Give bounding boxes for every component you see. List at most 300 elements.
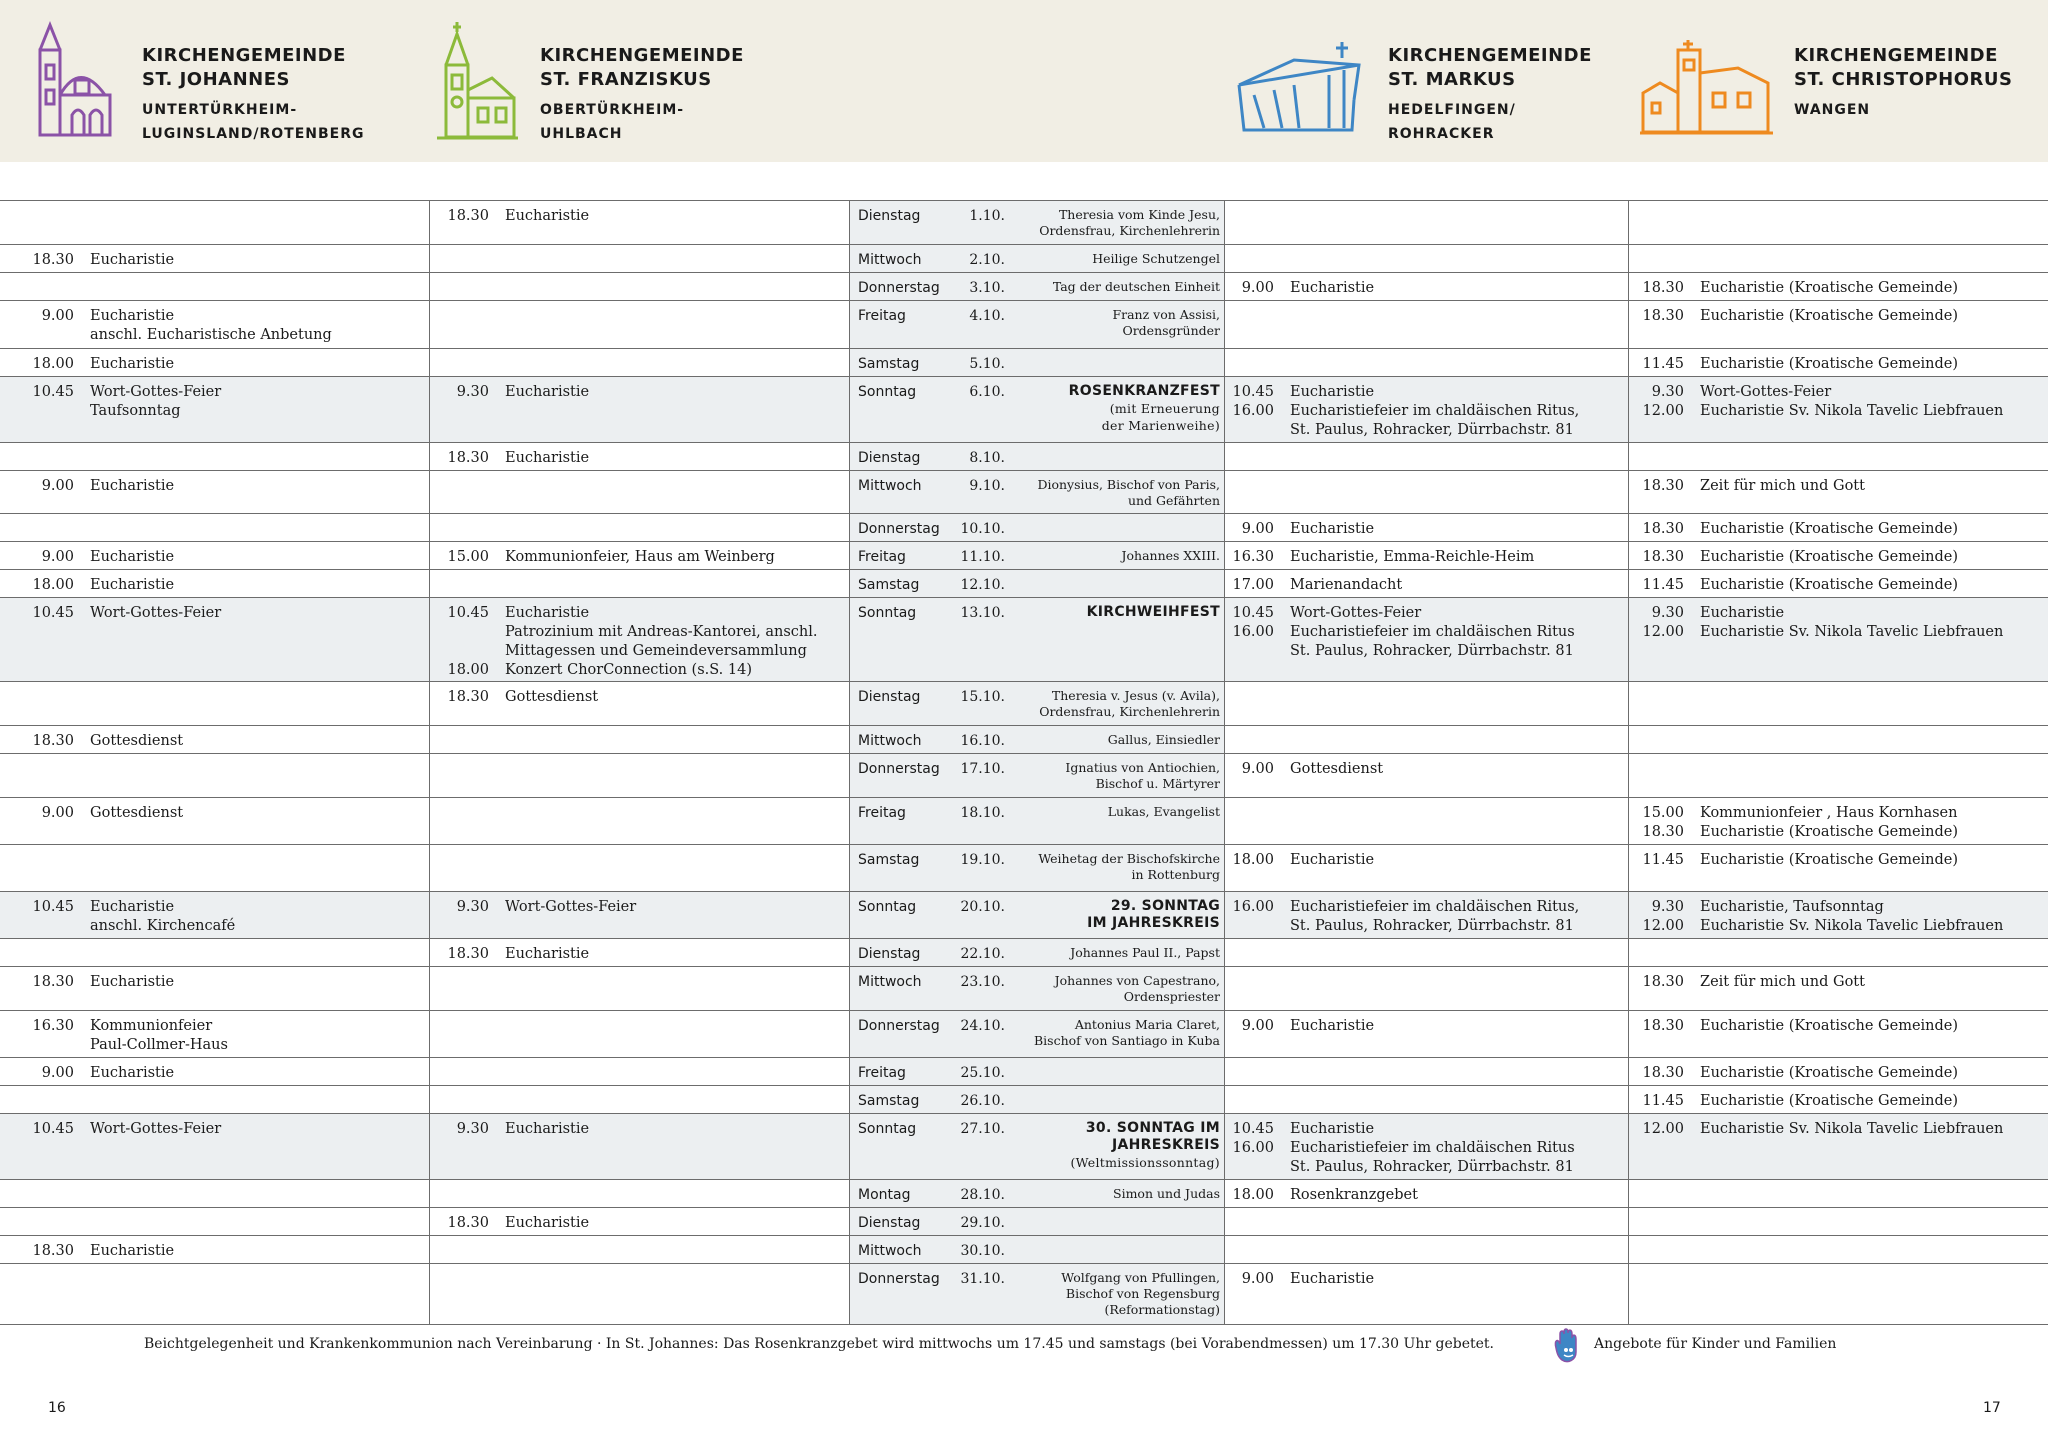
table-cell — [429, 726, 849, 753]
feast-name: ROSENKRANZFEST — [1068, 383, 1220, 399]
table-cell — [1628, 443, 2048, 470]
table-cell — [429, 349, 849, 376]
event-description: Rosenkranzgebet — [1290, 1187, 1418, 1203]
event-time: 16.00 — [1232, 899, 1274, 915]
event-description: Eucharistie — [90, 252, 175, 268]
weekday: Samstag — [858, 577, 920, 593]
event-description: Kommunionfeier, Haus am Weinberg — [505, 549, 775, 565]
feast-name: KIRCHWEIHFEST — [1086, 604, 1220, 620]
table-cell — [1224, 443, 1628, 470]
date: 18.10. — [960, 805, 1005, 821]
event-time: 9.00 — [1241, 1018, 1274, 1034]
table-cell — [1224, 754, 1628, 797]
date: 27.10. — [960, 1121, 1005, 1137]
parish-district: UHLBACH — [540, 126, 623, 142]
date: 28.10. — [960, 1187, 1005, 1203]
event-time: 9.00 — [41, 549, 74, 565]
table-row — [0, 244, 2048, 272]
feast-name: Ignatius von Antiochien, Bischof u. Märtyrer — [1065, 760, 1220, 791]
feast-day — [1113, 1186, 1220, 1202]
feast-day — [1108, 804, 1220, 820]
feast-name: 29. SONNTAG IM JAHRESKREIS — [1087, 898, 1220, 931]
table-cell — [429, 892, 849, 938]
event-time: 18.30 — [1642, 1018, 1684, 1034]
event-time: 9.30 — [456, 899, 489, 915]
table-cell — [1628, 1208, 2048, 1235]
parish-district: WANGEN — [1794, 102, 1871, 118]
feast-name: Heilige Schutzengel — [1092, 251, 1220, 266]
feast-day — [1069, 383, 1220, 434]
feast-day — [1121, 548, 1220, 564]
table-cell — [0, 201, 429, 244]
weekday: Mittwoch — [858, 478, 922, 494]
table-cell — [429, 514, 849, 541]
table-cell — [1224, 301, 1628, 348]
weekday: Freitag — [858, 308, 906, 324]
table-cell — [0, 443, 429, 470]
table-row — [0, 1235, 2048, 1263]
parish-label: KIRCHENGEMEINDE — [1794, 45, 1998, 66]
table-cell — [1224, 1208, 1628, 1235]
church-icon — [432, 20, 522, 145]
weekday: Samstag — [858, 852, 920, 868]
weekday: Samstag — [858, 1093, 920, 1109]
parish-label: KIRCHENGEMEINDE — [1388, 45, 1592, 66]
table-cell — [429, 273, 849, 300]
event-description: Eucharistie Sv. Nikola Tavelic Liebfrauen — [1700, 1121, 2004, 1137]
feast-name: Dionysius, Bischof von Paris, und Gefährten — [1037, 477, 1220, 508]
event-time: 18.30 — [32, 1243, 74, 1259]
event-description: Eucharistie — [90, 577, 175, 593]
event-time: 18.30 — [32, 733, 74, 749]
table-row — [0, 938, 2048, 966]
table-cell — [0, 1180, 429, 1207]
date: 30.10. — [960, 1243, 1005, 1259]
table-cell — [429, 377, 849, 442]
event-time: 15.00 — [447, 549, 489, 565]
date: 13.10. — [960, 605, 1005, 621]
table-cell — [0, 514, 429, 541]
event-time: 17.00 — [1232, 577, 1274, 593]
table-cell — [429, 798, 849, 844]
feast-name: Franz von Assisi, Ordensgründer — [1112, 307, 1220, 338]
event-description: Wort-Gottes-Feier — [90, 1121, 222, 1137]
event-time: 9.00 — [41, 805, 74, 821]
table-cell — [1224, 798, 1628, 844]
event-time: 18.30 — [32, 974, 74, 990]
feast-day — [1039, 207, 1220, 239]
event-description: Eucharistie — [505, 450, 590, 466]
event-time: 9.30 — [456, 384, 489, 400]
event-description: Eucharistie, Emma-Reichle-Heim — [1290, 549, 1535, 565]
event-time: 9.00 — [41, 308, 74, 324]
table-cell — [1628, 1264, 2048, 1324]
feast-name: Johannes XXIII. — [1121, 548, 1220, 563]
event-time: 9.00 — [1241, 761, 1274, 777]
date: 8.10. — [969, 450, 1005, 466]
table-cell — [429, 967, 849, 1010]
event-time: 18.30 — [447, 208, 489, 224]
feast-day — [1039, 688, 1220, 720]
table-cell — [429, 1208, 849, 1235]
event-description: Gottesdienst — [90, 805, 184, 821]
event-description: Wort-Gottes-Feier Taufsonntag — [90, 384, 222, 419]
parish-name: ST. MARKUS — [1388, 69, 1516, 90]
weekday: Sonntag — [858, 1121, 917, 1137]
table-cell — [1628, 754, 2048, 797]
feast-name: Antonius Maria Claret, Bischof von Santiago in Kuba — [1033, 1017, 1220, 1048]
feast-subtitle: (mit Erneuerung der Marienweihe) — [1101, 401, 1220, 433]
event-description: Eucharistie anschl. Kirchencafé — [90, 899, 236, 934]
table-row — [0, 1010, 2048, 1057]
table-row — [0, 376, 2048, 442]
family-offers-label: Angebote für Kinder und Familien — [1594, 1336, 1837, 1352]
weekday: Sonntag — [858, 605, 917, 621]
event-description: Eucharistie (Kroatische Gemeinde) — [1700, 1018, 1959, 1034]
event-time: 18.00 — [1232, 1187, 1274, 1203]
event-time: 10.45 — [32, 1121, 74, 1137]
table-row — [0, 1179, 2048, 1207]
event-description: Marienandacht — [1290, 577, 1403, 593]
table-row — [0, 470, 2048, 513]
event-description: Eucharistie anschl. Eucharistische Anbetung — [90, 308, 332, 343]
feast-name: Wolfgang von Pfullingen, Bischof von Regensburg (Reformationstag) — [1061, 1270, 1220, 1317]
table-row — [0, 891, 2048, 938]
table-row — [0, 797, 2048, 844]
table-cell — [1628, 1180, 2048, 1207]
table-cell — [1224, 1058, 1628, 1085]
feast-day — [1065, 760, 1220, 792]
parish-label: KIRCHENGEMEINDE — [142, 45, 346, 66]
parish-district: ROHRACKER — [1388, 126, 1495, 142]
table-cell — [0, 845, 429, 891]
event-time: 9.30 12.00 — [1642, 605, 1684, 640]
church-icon — [1234, 40, 1369, 135]
event-time: 18.00 — [1232, 852, 1274, 868]
event-time: 11.45 — [1642, 356, 1684, 372]
table-cell — [0, 273, 429, 300]
table-cell — [1224, 682, 1628, 725]
parish-district: OBERTÜRKHEIM- — [540, 102, 685, 118]
event-description: Eucharistie Eucharistie Sv. Nikola Tavelic Liebfrauen — [1700, 605, 2004, 640]
table-cell — [429, 201, 849, 244]
table-row — [0, 1207, 2048, 1235]
event-description: Eucharistiefeier im chaldäischen Ritus, St. Paulus, Rohracker, Dürrbachstr. 81 — [1290, 899, 1580, 934]
feast-day — [1092, 251, 1220, 267]
event-description: Eucharistie (Kroatische Gemeinde) — [1700, 521, 1959, 537]
table-cell — [429, 754, 849, 797]
weekday: Donnerstag — [858, 280, 940, 296]
event-time: 10.45 — [32, 605, 74, 621]
event-time: 9.30 12.00 — [1642, 899, 1684, 934]
date: 1.10. — [969, 208, 1005, 224]
event-description: Zeit für mich und Gott — [1700, 478, 1865, 494]
feast-name: Lukas, Evangelist — [1107, 804, 1220, 819]
footer-note: Beichtgelegenheit und Krankenkommunion nach Vereinbarung · In St. Johannes: Das Rosenkranzgebet wird mittwochs um 17.45 und samstags (bei Vorabendmessen) um 17.30 Uhr gebetet. — [144, 1336, 1494, 1352]
date: 5.10. — [969, 356, 1005, 372]
weekday: Donnerstag — [858, 1271, 940, 1287]
event-time: 11.45 — [1642, 577, 1684, 593]
table-cell — [429, 301, 849, 348]
feast-name: Weihetag der Bischofskirche in Rottenburg — [1038, 851, 1220, 882]
event-description: Eucharistie — [505, 384, 590, 400]
weekday: Mittwoch — [858, 1243, 922, 1259]
date: 12.10. — [960, 577, 1005, 593]
feast-day — [1070, 945, 1220, 961]
event-time: 10.45 18.00 — [447, 605, 489, 678]
weekday: Dienstag — [858, 450, 921, 466]
feast-day — [1112, 307, 1220, 339]
weekday: Mittwoch — [858, 733, 922, 749]
weekday: Sonntag — [858, 899, 917, 915]
table-cell — [0, 939, 429, 966]
event-description: Wort-Gottes-Feier — [505, 899, 637, 915]
event-description: Eucharistie (Kroatische Gemeinde) — [1700, 308, 1959, 324]
event-description: Eucharistie — [505, 946, 590, 962]
event-time: 18.30 — [447, 689, 489, 705]
table-row — [0, 200, 2048, 244]
event-description: Eucharistie (Kroatische Gemeinde) — [1700, 1093, 1959, 1109]
parish-st-markus — [1230, 0, 1630, 162]
table-cell — [429, 1086, 849, 1113]
event-description: Eucharistie — [90, 974, 175, 990]
table-cell — [1224, 349, 1628, 376]
event-time: 9.30 12.00 — [1642, 384, 1684, 419]
table-row — [0, 513, 2048, 541]
table-row — [0, 753, 2048, 797]
weekday: Donnerstag — [858, 761, 940, 777]
event-time: 18.30 — [1642, 1065, 1684, 1081]
feast-day — [1038, 851, 1220, 883]
event-description: Eucharistie (Kroatische Gemeinde) — [1700, 280, 1959, 296]
table-row — [0, 348, 2048, 376]
table-row — [0, 597, 2048, 681]
event-time: 9.00 — [1241, 280, 1274, 296]
table-cell — [1628, 245, 2048, 272]
event-description: Eucharistie (Kroatische Gemeinde) — [1700, 577, 1959, 593]
table-cell — [1224, 1011, 1628, 1057]
event-description: Gottesdienst — [1290, 761, 1384, 777]
table-cell — [1224, 514, 1628, 541]
table-row — [0, 1057, 2048, 1085]
weekday: Dienstag — [858, 689, 921, 705]
date: 24.10. — [960, 1018, 1005, 1034]
table-cell — [1628, 939, 2048, 966]
date: 25.10. — [960, 1065, 1005, 1081]
table-row — [0, 1085, 2048, 1113]
table-row — [0, 1263, 2048, 1325]
feast-day — [1061, 1270, 1220, 1318]
table-cell — [429, 443, 849, 470]
church-icon — [30, 20, 120, 140]
event-description: Eucharistie — [90, 1243, 175, 1259]
table-cell — [429, 939, 849, 966]
weekday: Mittwoch — [858, 252, 922, 268]
event-time: 10.45 16.00 — [1232, 1121, 1274, 1156]
table-row — [0, 725, 2048, 753]
event-time: 18.00 — [32, 577, 74, 593]
weekday: Sonntag — [858, 384, 917, 400]
weekday: Donnerstag — [858, 1018, 940, 1034]
event-time: 11.45 — [1642, 852, 1684, 868]
event-description: Eucharistie — [90, 1065, 175, 1081]
table-cell — [429, 1058, 849, 1085]
table-cell — [1224, 967, 1628, 1010]
event-time: 15.00 18.30 — [1642, 805, 1684, 840]
event-time: 10.45 16.00 — [1232, 605, 1274, 640]
parish-district: LUGINSLAND/ROTENBERG — [142, 126, 365, 142]
date: 6.10. — [969, 384, 1005, 400]
event-time: 18.30 — [32, 252, 74, 268]
date: 29.10. — [960, 1215, 1005, 1231]
table-cell — [0, 682, 429, 725]
page-number-right: 17 — [1983, 1400, 2001, 1416]
table-cell — [429, 570, 849, 597]
weekday: Dienstag — [858, 1215, 921, 1231]
event-time: 18.30 — [447, 946, 489, 962]
event-description: Eucharistie — [505, 1121, 590, 1137]
event-description: Eucharistie (Kroatische Gemeinde) — [1700, 356, 1959, 372]
event-time: 10.45 — [32, 899, 74, 915]
table-row — [0, 844, 2048, 891]
weekday: Freitag — [858, 1065, 906, 1081]
table-cell — [1224, 570, 1628, 597]
event-description: Eucharistie — [1290, 852, 1375, 868]
table-cell — [0, 1086, 429, 1113]
date: 3.10. — [969, 280, 1005, 296]
date: 2.10. — [969, 252, 1005, 268]
event-description: Eucharistie — [1290, 521, 1375, 537]
table-cell — [1628, 682, 2048, 725]
weekday: Freitag — [858, 549, 906, 565]
feast-name: Theresia v. Jesus (v. Avila), Ordensfrau, Kirchenlehrerin — [1039, 688, 1220, 719]
feast-day — [1053, 279, 1220, 295]
event-description: Eucharistie Eucharistiefeier im chaldäischen Ritus, St. Paulus, Rohracker, Dürrbachstr. 81 — [1290, 384, 1580, 438]
event-time: 10.45 — [32, 384, 74, 400]
parish-name: ST. FRANZISKUS — [540, 69, 712, 90]
date: 9.10. — [969, 478, 1005, 494]
weekday: Freitag — [858, 805, 906, 821]
table-cell — [1628, 201, 2048, 244]
event-time: 16.30 — [32, 1018, 74, 1034]
table-cell — [1224, 1236, 1628, 1263]
table-cell — [1224, 273, 1628, 300]
event-time: 18.00 — [32, 356, 74, 372]
weekday: Mittwoch — [858, 974, 922, 990]
feast-subtitle: (Weltmissionssonntag) — [1070, 1155, 1220, 1170]
table-row — [0, 541, 2048, 569]
feast-name: Johannes Paul II., Papst — [1070, 945, 1220, 960]
weekday: Montag — [858, 1187, 911, 1203]
weekday: Dienstag — [858, 946, 921, 962]
event-time: 18.30 — [447, 1215, 489, 1231]
table-cell — [429, 1264, 849, 1324]
feast-day — [1037, 477, 1220, 509]
event-time: 18.30 — [1642, 521, 1684, 537]
table-cell — [429, 682, 849, 725]
parish-label: KIRCHENGEMEINDE — [540, 45, 744, 66]
date: 26.10. — [960, 1093, 1005, 1109]
event-description: Eucharistie — [1290, 280, 1375, 296]
event-description: Wort-Gottes-Feier Eucharistie Sv. Nikola Tavelic Liebfrauen — [1700, 384, 2004, 419]
feast-name: Johannes von Capestrano, Ordenspriester — [1054, 973, 1220, 1004]
table-row — [0, 1113, 2048, 1179]
page-number-left: 16 — [48, 1400, 66, 1416]
feast-day — [1055, 973, 1220, 1005]
event-time: 12.00 — [1642, 1121, 1684, 1137]
event-time: 9.30 — [456, 1121, 489, 1137]
table-cell — [429, 1236, 849, 1263]
table-cell — [429, 471, 849, 513]
table-cell — [429, 245, 849, 272]
table-cell — [1224, 726, 1628, 753]
table-cell — [1224, 1264, 1628, 1324]
event-time: 18.30 — [447, 450, 489, 466]
table-row — [0, 442, 2048, 470]
table-row — [0, 569, 2048, 597]
schedule-table — [0, 200, 2048, 1325]
table-cell — [1224, 1086, 1628, 1113]
event-description: Gottesdienst — [505, 689, 599, 705]
event-description: Eucharistie (Kroatische Gemeinde) — [1700, 1065, 1959, 1081]
event-time: 18.30 — [1642, 549, 1684, 565]
table-row — [0, 272, 2048, 300]
weekday: Dienstag — [858, 208, 921, 224]
event-description: Wort-Gottes-Feier Eucharistiefeier im chaldäischen Ritus St. Paulus, Rohracker, Dürrbachstr. 81 — [1290, 605, 1575, 659]
event-time: 11.45 — [1642, 1093, 1684, 1109]
event-description: Eucharistie — [90, 549, 175, 565]
event-description: Eucharistie — [505, 208, 590, 224]
event-description: Eucharistie — [1290, 1271, 1375, 1287]
weekday: Donnerstag — [858, 521, 940, 537]
event-description: Kommunionfeier , Haus Kornhasen Eucharistie (Kroatische Gemeinde) — [1700, 805, 1959, 840]
table-cell — [429, 1180, 849, 1207]
parish-st-christophorus — [1630, 0, 2048, 162]
weekday: Samstag — [858, 356, 920, 372]
table-cell — [1628, 726, 2048, 753]
event-description: Eucharistie — [505, 1215, 590, 1231]
table-row — [0, 681, 2048, 725]
event-description: Eucharistie, Taufsonntag Eucharistie Sv. Nikola Tavelic Liebfrauen — [1700, 899, 2004, 934]
parish-st-johannes — [0, 0, 420, 162]
event-time: 16.30 — [1232, 549, 1274, 565]
feast-day — [1087, 604, 1220, 621]
event-description: Gottesdienst — [90, 733, 184, 749]
table-row — [0, 966, 2048, 1010]
table-cell — [429, 1011, 849, 1057]
table-cell — [1224, 201, 1628, 244]
table-cell — [1224, 245, 1628, 272]
parish-district: HEDELFINGEN/ — [1388, 102, 1516, 118]
table-cell — [429, 1114, 849, 1179]
parish-name: ST. JOHANNES — [142, 69, 290, 90]
event-description: Wort-Gottes-Feier — [90, 605, 222, 621]
date: 4.10. — [969, 308, 1005, 324]
event-time: 18.30 — [1642, 308, 1684, 324]
table-cell — [1224, 939, 1628, 966]
date: 23.10. — [960, 974, 1005, 990]
church-icon — [1638, 38, 1778, 138]
event-description: Eucharistie (Kroatische Gemeinde) — [1700, 549, 1959, 565]
event-time: 10.45 16.00 — [1232, 384, 1274, 419]
table-cell — [0, 1264, 429, 1324]
date: 22.10. — [960, 946, 1005, 962]
table-cell — [0, 1208, 429, 1235]
parish-st-franziskus — [420, 0, 840, 162]
date: 20.10. — [960, 899, 1005, 915]
feast-name: Theresia vom Kinde Jesu, Ordensfrau, Kirchenlehrerin — [1039, 207, 1220, 238]
table-cell — [1224, 1180, 1628, 1207]
